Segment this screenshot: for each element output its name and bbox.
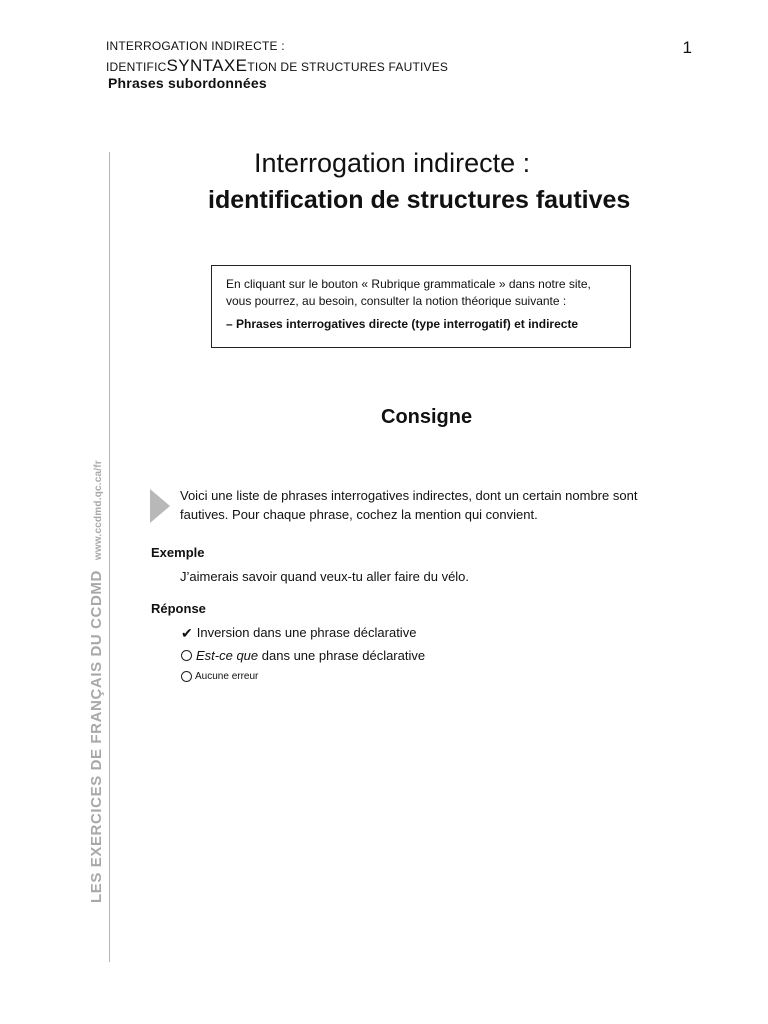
option-aucune-erreur[interactable]: [181, 671, 258, 682]
option-est-ce-que[interactable]: [181, 648, 425, 663]
note-topic: – Phrases interrogatives directe (type interrogatif) et indirecte: [226, 317, 579, 331]
header-line2-post: TION DE STRUCTURES FAUTIVES: [247, 60, 449, 74]
side-rule: [109, 152, 110, 962]
option-inversion[interactable]: [181, 625, 416, 640]
sidebar-label: [88, 460, 106, 903]
reponse-label: Réponse: [151, 601, 206, 616]
note-line2: vous pourrez, au besoin, consulter la notion théorique suivante :: [226, 294, 567, 308]
arrow-icon: [150, 489, 170, 523]
sidebar-url: www.ccdmd.qc.ca/fr: [93, 460, 104, 561]
page-subtitle: identification de structures fautives: [208, 186, 631, 214]
consigne-instruction: Voici une liste de phrases interrogatives indirectes, dont un certain nombre sont fautives. Pour chaque phrase, cochez la mention qui convient.: [180, 488, 638, 522]
checkmark-icon: ✔: [181, 624, 193, 641]
header-line2-overlay: SYNTAXE: [166, 56, 248, 75]
header-line1: INTERROGATION INDIRECTE :: [106, 39, 285, 53]
note-box: [211, 265, 631, 348]
header-line2: [106, 56, 448, 76]
page-title: Interrogation indirecte :: [254, 148, 531, 178]
note-line1: En cliquant sur le bouton « Rubrique grammaticale » dans notre site,: [226, 277, 591, 291]
exemple-sentence: J’aimerais savoir quand veux-tu aller faire du vélo.: [180, 569, 470, 584]
option-italic-label: Est-ce que: [196, 648, 259, 663]
radio-icon: [181, 671, 192, 682]
radio-icon: [181, 650, 192, 661]
option-label: Inversion dans une phrase déclarative: [196, 625, 417, 640]
option-label: Aucune erreur: [195, 671, 259, 682]
consigne-heading: Consigne: [381, 406, 473, 428]
page-number: 1: [682, 38, 692, 57]
header-subtitle: Phrases subordonnées: [108, 75, 267, 91]
sidebar-main-text: LES EXERCICES DE FRANÇAIS DU CCDMD: [88, 570, 105, 903]
option-label: dans une phrase déclarative: [258, 648, 426, 663]
exemple-label: Exemple: [151, 545, 205, 560]
header-line2-pre: IDENTIFIC: [106, 60, 167, 74]
